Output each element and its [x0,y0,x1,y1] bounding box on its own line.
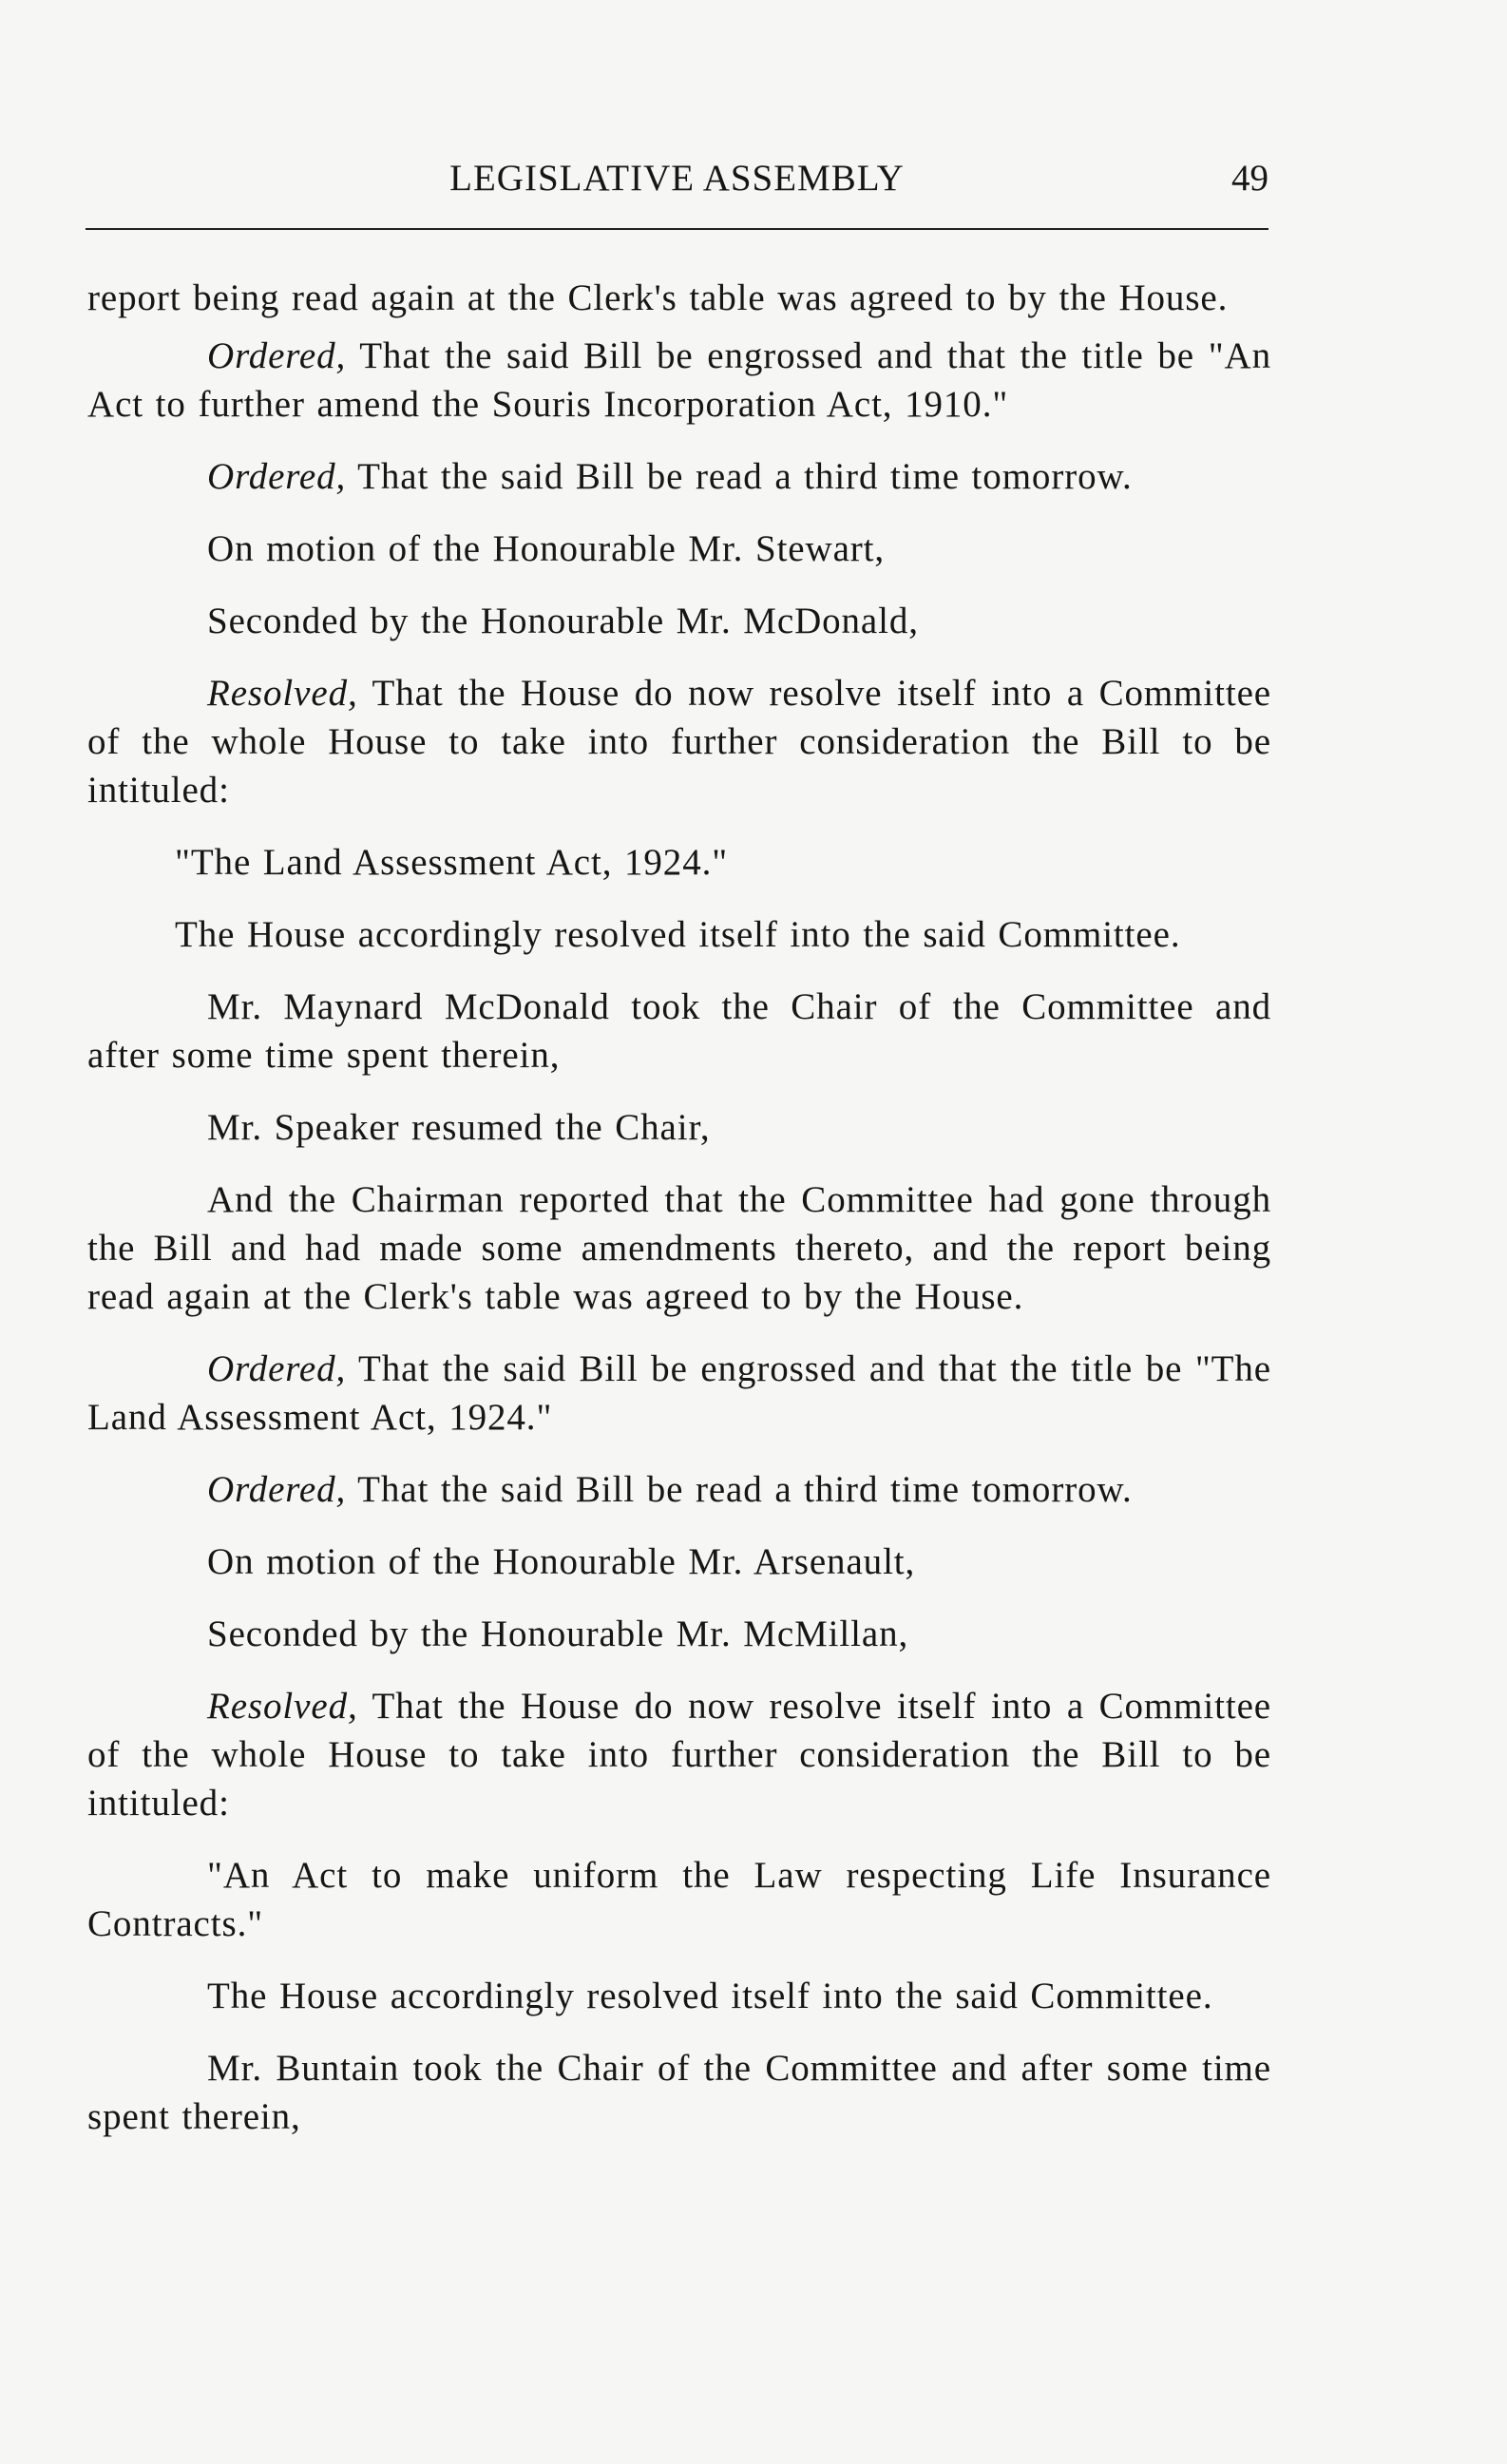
body-text [87,274,1271,2165]
paragraph [87,274,1271,322]
paragraph-lead: Resolved, [207,1686,358,1727]
paragraph-text: On motion of the Honourable Mr. Stewart, [207,528,886,569]
paragraph [87,597,1271,645]
page-header [86,152,1269,209]
header-rule [86,228,1269,230]
paragraph-text: That the House do now resolve itself into a Committee of the whole House to take into further consideration the Bill to be intituled: [87,673,1271,811]
paragraph-text: report being read again at the Clerk's table was agreed to by the House. [87,277,1229,318]
paragraph-text: That the said Bill be read a third time tomorrow. [346,1469,1133,1510]
page-number: 49 [1231,158,1269,199]
paragraph-text: "The Land Assessment Act, 1924." [175,842,729,883]
paragraph-text: Seconded by the Honourable Mr. McMillan, [207,1614,909,1654]
paragraph [87,452,1271,501]
paragraph [87,1465,1271,1514]
paragraph [87,332,1271,429]
paragraph-text: The House accordingly resolved itself into the said Committee. [175,914,1181,955]
paragraph-text: That the said Bill be engrossed and that the title be "An Act to further amend the Souris Incorporation Act, 1910." [87,335,1271,425]
paragraph [87,525,1271,573]
running-head: LEGISLATIVE ASSEMBLY [449,158,905,199]
paragraph-text: Mr. Speaker resumed the Chair, [207,1107,711,1148]
paragraph-lead: Resolved, [207,673,358,714]
paragraph [87,910,1271,959]
paragraph [87,2044,1271,2141]
paragraph [87,1682,1271,1827]
paragraph [87,1538,1271,1586]
paragraph-text: The House accordingly resolved itself into the said Committee. [207,1976,1213,2016]
paragraph [87,1345,1271,1442]
paragraph-text: On motion of the Honourable Mr. Arsenault, [207,1541,916,1582]
paragraph-lead: Ordered, [207,456,347,497]
paragraph-text: Mr. Maynard McDonald took the Chair of the Committee and after some time spent therein, [87,986,1271,1076]
paragraph-text: Seconded by the Honourable Mr. McDonald, [207,601,919,641]
paragraph-text: "An Act to make uniform the Law respecting Life Insurance Contracts." [87,1855,1271,1944]
paragraph-text: That the said Bill be engrossed and that the title be "The Land Assessment Act, 1924." [87,1348,1271,1438]
paragraph-text: Mr. Buntain took the Chair of the Committee and after some time spent therein, [87,2048,1271,2137]
paragraph [87,1851,1271,1948]
paragraph-lead: Ordered, [207,1348,347,1389]
paragraph [87,1610,1271,1658]
paragraph-text: That the said Bill be read a third time tomorrow. [346,456,1133,497]
paragraph-lead: Ordered, [207,335,347,376]
paragraph-lead: Ordered, [207,1469,347,1510]
paragraph-text: That the House do now resolve itself into a Committee of the whole House to take into further consideration the Bill to be intituled: [87,1686,1271,1824]
paragraph [87,983,1271,1079]
paragraph [87,838,1271,887]
paragraph [87,1972,1271,2020]
paragraph [87,1103,1271,1152]
paragraph-text: And the Chairman reported that the Committee had gone through the Bill and had made some amendments thereto, and the report being read again at the Clerk's table was agreed to by the House. [87,1179,1271,1317]
paragraph [87,1175,1271,1321]
paragraph [87,669,1271,814]
